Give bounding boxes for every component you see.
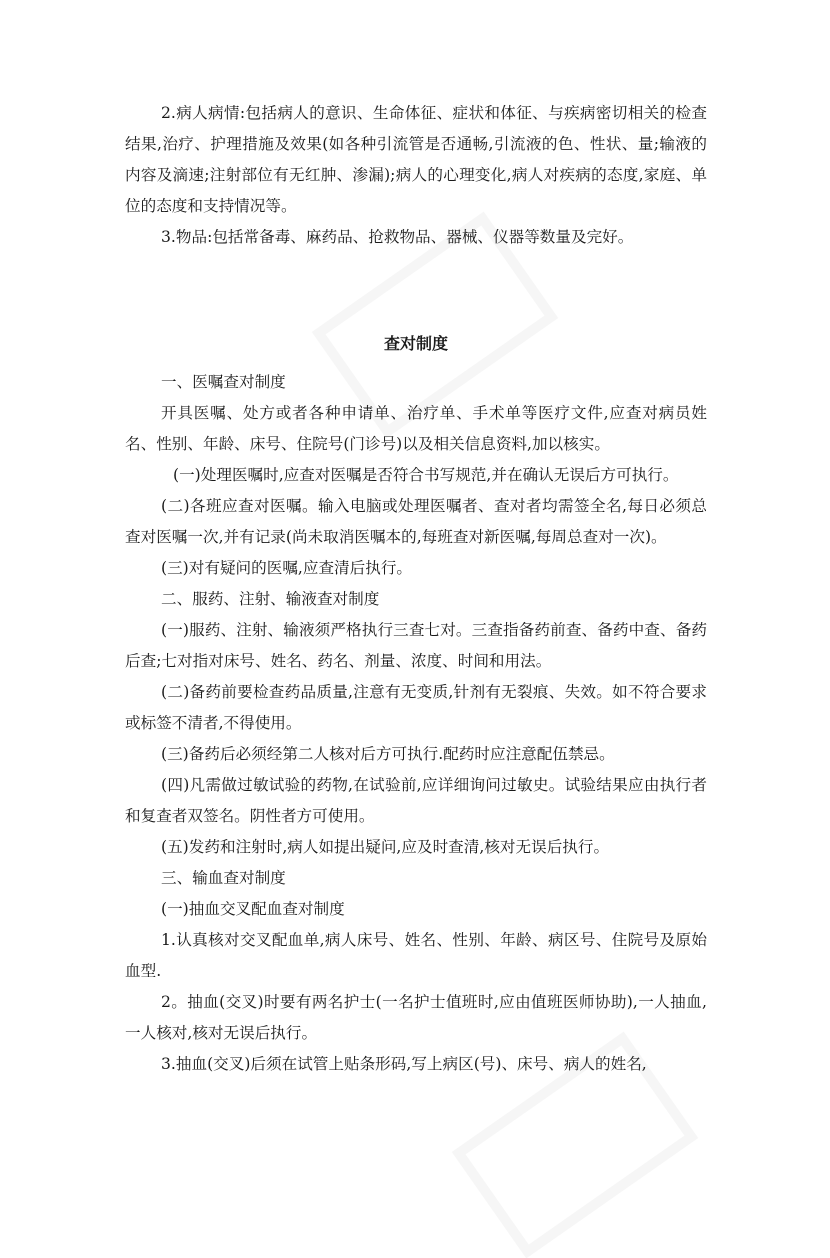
- paragraph: (五)发药和注射时,病人如提出疑问,应及时查清,核对无误后执行。: [161, 838, 610, 856]
- document-body: [125, 98, 707, 1080]
- heading-order-check: 一、医嘱查对制度: [161, 373, 286, 391]
- paragraph-patient-condition: 2.病人病情:包括病人的意识、生命体征、症状和体征、与疾病密切相关的检查结果,治疗、护理措施及效果(如各种引流管是否通畅,引流液的色、性状、量;输液的内容及滴速;注射部位有无红肿、渗漏);病人的心理变化,病人对疾病的态度,家庭、单位的态度和支持情况等。: [125, 104, 707, 215]
- paragraph: 1.认真核对交叉配血单,病人床号、姓名、性别、年龄、病区号、住院号及原始血型.: [125, 931, 707, 980]
- paragraph: 3.抽血(交叉)后须在试管上贴条形码,写上病区(号)、床号、病人的姓名,: [161, 1055, 647, 1073]
- paragraph: (二)备药前要检查药品质量,注意有无变质,针剂有无裂痕、失效。如不符合要求或标签不清者,不得使用。: [125, 683, 707, 732]
- paragraph: (一)服药、注射、输液须严格执行三查七对。三查指备药前查、备药中查、备药后查;七对指对床号、姓名、药名、剂量、浓度、时间和用法。: [125, 621, 707, 670]
- subheading: (一)抽血交叉配血查对制度: [161, 900, 345, 918]
- heading-transfusion-check: 三、输血查对制度: [161, 869, 286, 887]
- paragraph: (一)处理医嘱时,应查对医嘱是否符合书写规范,并在确认无误后方可执行。: [173, 466, 679, 484]
- paragraph: (四)凡需做过敏试验的药物,在试验前,应详细询问过敏史。试验结果应由执行者和复查者双签名。阴性者方可使用。: [125, 776, 707, 825]
- paragraph: (三)备药后必须经第二人核对后方可执行.配药时应注意配伍禁忌。: [161, 745, 615, 763]
- paragraph: 2。抽血(交叉)时要有两名护士(一名护士值班时,应由值班医师协助),一人抽血,一人核对,核对无误后执行。: [125, 993, 707, 1042]
- paragraph-items: 3.物品:包括常备毒、麻药品、抢救物品、器械、仪器等数量及完好。: [161, 228, 634, 246]
- heading-medication-check: 二、服药、注射、输液查对制度: [161, 590, 380, 608]
- section-title: 查对制度: [383, 334, 448, 353]
- paragraph: (三)对有疑问的医嘱,应查清后执行。: [161, 559, 413, 577]
- paragraph: 开具医嘱、处方或者各种申请单、治疗单、手术单等医疗文件,应查对病员姓名、性别、年龄、床号、住院号(门诊号)以及相关信息资料,加以核实。: [125, 404, 707, 453]
- paragraph: (二)各班应查对医嘱。输入电脑或处理医嘱者、查对者均需签全名,每日必须总查对医嘱一次,并有记录(尚未取消医嘱本的,每班查对新医嘱,每周总查对一次)。: [125, 497, 707, 546]
